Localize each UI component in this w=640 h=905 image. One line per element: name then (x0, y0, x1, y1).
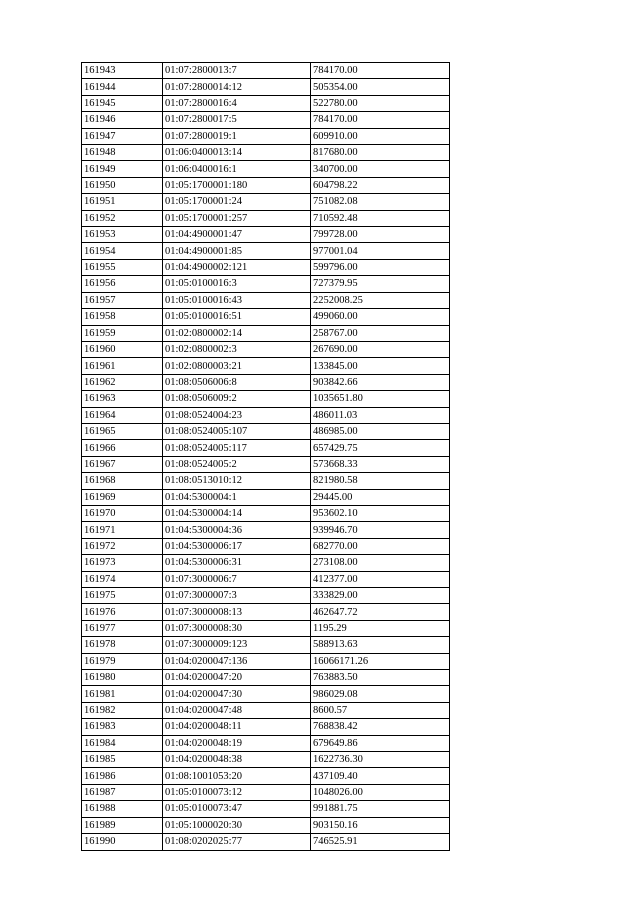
value-cell: 573668.33 (311, 456, 450, 472)
value-cell: 784170.00 (311, 112, 450, 128)
value-cell: 1035651.80 (311, 391, 450, 407)
cadastral-number-cell: 01:08:0506006:8 (163, 374, 311, 390)
table-row (82, 341, 450, 357)
data-table (81, 62, 450, 851)
row-number-cell: 161952 (82, 210, 163, 226)
table-row (82, 505, 450, 521)
value-cell: 727379.95 (311, 276, 450, 292)
value-cell: 2252008.25 (311, 292, 450, 308)
row-number-cell: 161978 (82, 637, 163, 653)
cadastral-number-cell: 01:08:0513010:12 (163, 473, 311, 489)
cadastral-number-cell: 01:05:0100073:12 (163, 784, 311, 800)
row-number-cell: 161955 (82, 259, 163, 275)
cadastral-number-cell: 01:05:0100016:43 (163, 292, 311, 308)
table-row (82, 79, 450, 95)
row-number-cell: 161960 (82, 341, 163, 357)
cadastral-number-cell: 01:06:0400013:14 (163, 145, 311, 161)
value-cell: 682770.00 (311, 538, 450, 554)
cadastral-number-cell: 01:07:2800017:5 (163, 112, 311, 128)
table-row (82, 227, 450, 243)
cadastral-number-cell: 01:08:1001053:20 (163, 768, 311, 784)
row-number-cell: 161947 (82, 128, 163, 144)
cadastral-number-cell: 01:05:1700001:24 (163, 194, 311, 210)
value-cell: 340700.00 (311, 161, 450, 177)
row-number-cell: 161961 (82, 358, 163, 374)
row-number-cell: 161957 (82, 292, 163, 308)
cadastral-number-cell: 01:07:3000008:30 (163, 620, 311, 636)
value-cell: 977001.04 (311, 243, 450, 259)
row-number-cell: 161966 (82, 440, 163, 456)
value-cell: 1048026.00 (311, 784, 450, 800)
cadastral-number-cell: 01:04:5300004:1 (163, 489, 311, 505)
row-number-cell: 161990 (82, 834, 163, 850)
row-number-cell: 161953 (82, 227, 163, 243)
cadastral-number-cell: 01:04:0200047:20 (163, 670, 311, 686)
value-cell: 784170.00 (311, 63, 450, 79)
cadastral-number-cell: 01:05:1700001:180 (163, 177, 311, 193)
cadastral-number-cell: 01:04:4900001:85 (163, 243, 311, 259)
row-number-cell: 161963 (82, 391, 163, 407)
value-cell: 821980.58 (311, 473, 450, 489)
table-row (82, 194, 450, 210)
row-number-cell: 161954 (82, 243, 163, 259)
table-row (82, 538, 450, 554)
value-cell: 267690.00 (311, 341, 450, 357)
table-row (82, 210, 450, 226)
row-number-cell: 161951 (82, 194, 163, 210)
row-number-cell: 161965 (82, 423, 163, 439)
table-row (82, 604, 450, 620)
value-cell: 799728.00 (311, 227, 450, 243)
value-cell: 258767.00 (311, 325, 450, 341)
value-cell: 768838.42 (311, 719, 450, 735)
row-number-cell: 161983 (82, 719, 163, 735)
table-row (82, 784, 450, 800)
row-number-cell: 161979 (82, 653, 163, 669)
cadastral-number-cell: 01:05:0100073:47 (163, 801, 311, 817)
value-cell: 903842.66 (311, 374, 450, 390)
value-cell: 29445.00 (311, 489, 450, 505)
value-cell: 599796.00 (311, 259, 450, 275)
row-number-cell: 161968 (82, 473, 163, 489)
row-number-cell: 161959 (82, 325, 163, 341)
table-row (82, 670, 450, 686)
table-row (82, 243, 450, 259)
table-row (82, 161, 450, 177)
row-number-cell: 161982 (82, 702, 163, 718)
table-row (82, 522, 450, 538)
table-row (82, 752, 450, 768)
value-cell: 604798.22 (311, 177, 450, 193)
cadastral-number-cell: 01:02:0800003:21 (163, 358, 311, 374)
table-row (82, 555, 450, 571)
cadastral-number-cell: 01:04:5300006:17 (163, 538, 311, 554)
table-row (82, 407, 450, 423)
value-cell: 505354.00 (311, 79, 450, 95)
table-body (82, 63, 450, 851)
cadastral-number-cell: 01:04:5300004:36 (163, 522, 311, 538)
value-cell: 462647.72 (311, 604, 450, 620)
value-cell: 522780.00 (311, 95, 450, 111)
row-number-cell: 161945 (82, 95, 163, 111)
table-row (82, 719, 450, 735)
table-row (82, 259, 450, 275)
table-row (82, 489, 450, 505)
value-cell: 486985.00 (311, 423, 450, 439)
cadastral-number-cell: 01:08:0506009:2 (163, 391, 311, 407)
table-row (82, 358, 450, 374)
table-row (82, 637, 450, 653)
value-cell: 8600.57 (311, 702, 450, 718)
value-cell: 939946.70 (311, 522, 450, 538)
row-number-cell: 161977 (82, 620, 163, 636)
cadastral-number-cell: 01:04:0200048:11 (163, 719, 311, 735)
cadastral-number-cell: 01:04:5300004:14 (163, 505, 311, 521)
row-number-cell: 161975 (82, 588, 163, 604)
cadastral-number-cell: 01:06:0400016:1 (163, 161, 311, 177)
row-number-cell: 161987 (82, 784, 163, 800)
value-cell: 486011.03 (311, 407, 450, 423)
row-number-cell: 161974 (82, 571, 163, 587)
cadastral-number-cell: 01:04:4900001:47 (163, 227, 311, 243)
cadastral-number-cell: 01:08:0202025:77 (163, 834, 311, 850)
row-number-cell: 161980 (82, 670, 163, 686)
cadastral-number-cell: 01:07:2800016:4 (163, 95, 311, 111)
value-cell: 133845.00 (311, 358, 450, 374)
cadastral-number-cell: 01:04:0200047:30 (163, 686, 311, 702)
value-cell: 763883.50 (311, 670, 450, 686)
row-number-cell: 161967 (82, 456, 163, 472)
value-cell: 986029.08 (311, 686, 450, 702)
value-cell: 746525.91 (311, 834, 450, 850)
table-row (82, 63, 450, 79)
table-row (82, 440, 450, 456)
cadastral-number-cell: 01:07:3000007:3 (163, 588, 311, 604)
table-row (82, 309, 450, 325)
row-number-cell: 161971 (82, 522, 163, 538)
table-row (82, 423, 450, 439)
row-number-cell: 161972 (82, 538, 163, 554)
table-row (82, 768, 450, 784)
cadastral-number-cell: 01:04:0200048:19 (163, 735, 311, 751)
cadastral-number-cell: 01:07:3000008:13 (163, 604, 311, 620)
row-number-cell: 161988 (82, 801, 163, 817)
cadastral-number-cell: 01:05:1700001:257 (163, 210, 311, 226)
value-cell: 16066171.26 (311, 653, 450, 669)
cadastral-number-cell: 01:07:2800014:12 (163, 79, 311, 95)
table-row (82, 801, 450, 817)
row-number-cell: 161956 (82, 276, 163, 292)
cadastral-number-cell: 01:05:0100016:51 (163, 309, 311, 325)
value-cell: 817680.00 (311, 145, 450, 161)
table-row (82, 374, 450, 390)
row-number-cell: 161969 (82, 489, 163, 505)
value-cell: 903150.16 (311, 817, 450, 833)
cadastral-number-cell: 01:04:4900002:121 (163, 259, 311, 275)
value-cell: 499060.00 (311, 309, 450, 325)
table-row (82, 686, 450, 702)
table-row (82, 292, 450, 308)
row-number-cell: 161989 (82, 817, 163, 833)
cadastral-number-cell: 01:02:0800002:14 (163, 325, 311, 341)
cadastral-number-cell: 01:08:0524004:23 (163, 407, 311, 423)
table-row (82, 735, 450, 751)
table-row (82, 95, 450, 111)
table-row (82, 112, 450, 128)
row-number-cell: 161950 (82, 177, 163, 193)
table-row (82, 653, 450, 669)
cadastral-number-cell: 01:05:0100016:3 (163, 276, 311, 292)
cadastral-number-cell: 01:07:3000006:7 (163, 571, 311, 587)
table-row (82, 128, 450, 144)
table-row (82, 473, 450, 489)
table-row (82, 391, 450, 407)
cadastral-number-cell: 01:05:1000020:30 (163, 817, 311, 833)
table-row (82, 276, 450, 292)
cadastral-number-cell: 01:02:0800002:3 (163, 341, 311, 357)
value-cell: 273108.00 (311, 555, 450, 571)
row-number-cell: 161958 (82, 309, 163, 325)
table-row (82, 571, 450, 587)
table-row (82, 620, 450, 636)
cadastral-number-cell: 01:04:5300006:31 (163, 555, 311, 571)
value-cell: 1195.29 (311, 620, 450, 636)
value-cell: 751082.08 (311, 194, 450, 210)
value-cell: 588913.63 (311, 637, 450, 653)
value-cell: 1622736.30 (311, 752, 450, 768)
row-number-cell: 161964 (82, 407, 163, 423)
value-cell: 953602.10 (311, 505, 450, 521)
row-number-cell: 161949 (82, 161, 163, 177)
table-row (82, 588, 450, 604)
row-number-cell: 161944 (82, 79, 163, 95)
table-row (82, 145, 450, 161)
cadastral-number-cell: 01:04:0200048:38 (163, 752, 311, 768)
cadastral-number-cell: 01:08:0524005:107 (163, 423, 311, 439)
value-cell: 657429.75 (311, 440, 450, 456)
row-number-cell: 161943 (82, 63, 163, 79)
cadastral-number-cell: 01:08:0524005:2 (163, 456, 311, 472)
cadastral-number-cell: 01:07:3000009:123 (163, 637, 311, 653)
value-cell: 412377.00 (311, 571, 450, 587)
row-number-cell: 161946 (82, 112, 163, 128)
row-number-cell: 161986 (82, 768, 163, 784)
value-cell: 991881.75 (311, 801, 450, 817)
cadastral-number-cell: 01:07:2800013:7 (163, 63, 311, 79)
row-number-cell: 161970 (82, 505, 163, 521)
value-cell: 710592.48 (311, 210, 450, 226)
cadastral-number-cell: 01:04:0200047:48 (163, 702, 311, 718)
row-number-cell: 161948 (82, 145, 163, 161)
cadastral-number-cell: 01:08:0524005:117 (163, 440, 311, 456)
value-cell: 333829.00 (311, 588, 450, 604)
table-row (82, 456, 450, 472)
row-number-cell: 161973 (82, 555, 163, 571)
table-row (82, 702, 450, 718)
row-number-cell: 161981 (82, 686, 163, 702)
value-cell: 609910.00 (311, 128, 450, 144)
row-number-cell: 161984 (82, 735, 163, 751)
cadastral-number-cell: 01:04:0200047:136 (163, 653, 311, 669)
row-number-cell: 161985 (82, 752, 163, 768)
row-number-cell: 161976 (82, 604, 163, 620)
table-row (82, 834, 450, 850)
table-row (82, 817, 450, 833)
table-row (82, 325, 450, 341)
value-cell: 437109.40 (311, 768, 450, 784)
table-row (82, 177, 450, 193)
cadastral-number-cell: 01:07:2800019:1 (163, 128, 311, 144)
row-number-cell: 161962 (82, 374, 163, 390)
value-cell: 679649.86 (311, 735, 450, 751)
